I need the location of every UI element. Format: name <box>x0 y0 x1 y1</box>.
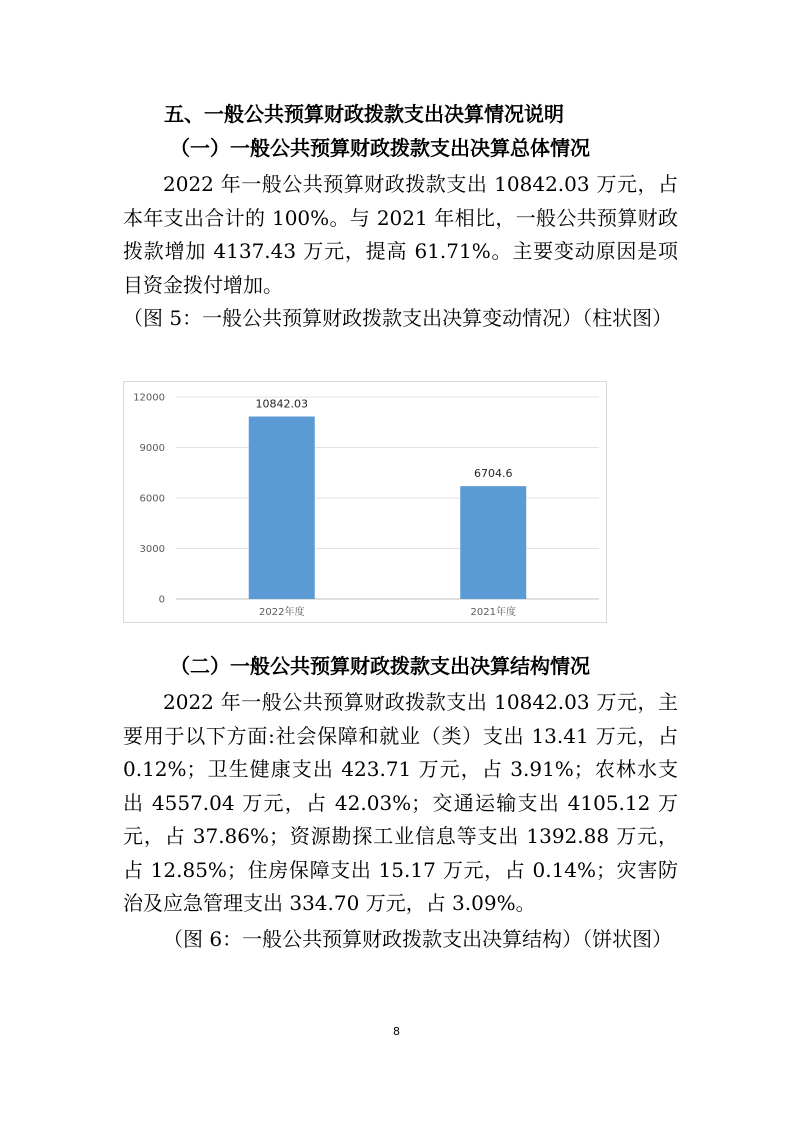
y-tick-label: 3000 <box>139 544 165 555</box>
bar-value-label: 10842.03 <box>255 397 308 411</box>
figure5-caption: （图 5：一般公共预算财政拨款支出决算变动情况）（柱状图） <box>123 306 673 330</box>
x-category-label: 2021年度 <box>470 607 516 618</box>
y-tick-label: 0 <box>158 594 165 606</box>
y-tick-label: 9000 <box>139 443 165 454</box>
bar <box>460 486 526 599</box>
bar-value-label: 6704.6 <box>474 467 513 481</box>
bar-chart <box>123 381 607 623</box>
bar-chart-svg <box>124 382 608 624</box>
y-tick-label: 12000 <box>133 392 165 404</box>
page-number: 8 <box>393 1025 400 1038</box>
figure6-caption: （图 6：一般公共预算财政拨款支出决算结构）（饼状图） <box>163 927 673 951</box>
part2-paragraph: 2022 年一般公共预算财政拨款支出 10842.03 万元，主要用于以下方面:社会保障和就业（类）支出 13.41 万元，占 0.12%；卫生健康支出 423.71 万元，占 3.91%；农林水支出 4557.04 万元，占 42.03%；交通运输支出 4105.12 万元，占 37.86%；资源勘探工业信息等支出 1392.88 万元，占 12.85%；住房保障支出 15.17 万元，占 0.14%；灾害防治及应急管理支出 334.70 万元，占 3.09%。 <box>123 690 678 915</box>
part1-title: （一）一般公共预算财政拨款支出决算总体情况 <box>170 136 590 160</box>
y-tick-label: 6000 <box>139 493 165 505</box>
section-title: 五、一般公共预算财政拨款支出决算情况说明 <box>164 102 564 126</box>
part2-title: （二）一般公共预算财政拨款支出决算结构情况 <box>170 654 590 678</box>
part1-paragraph: 2022 年一般公共预算财政拨款支出 10842.03 万元，占本年支出合计的 100%。与 2021 年相比，一般公共预算财政拨款增加 4137.43 万元，提高 61.71%。主要变动原因是项目资金拨付增加。 <box>123 172 678 297</box>
x-category-label: 2022年度 <box>259 607 305 618</box>
bar <box>249 416 315 599</box>
